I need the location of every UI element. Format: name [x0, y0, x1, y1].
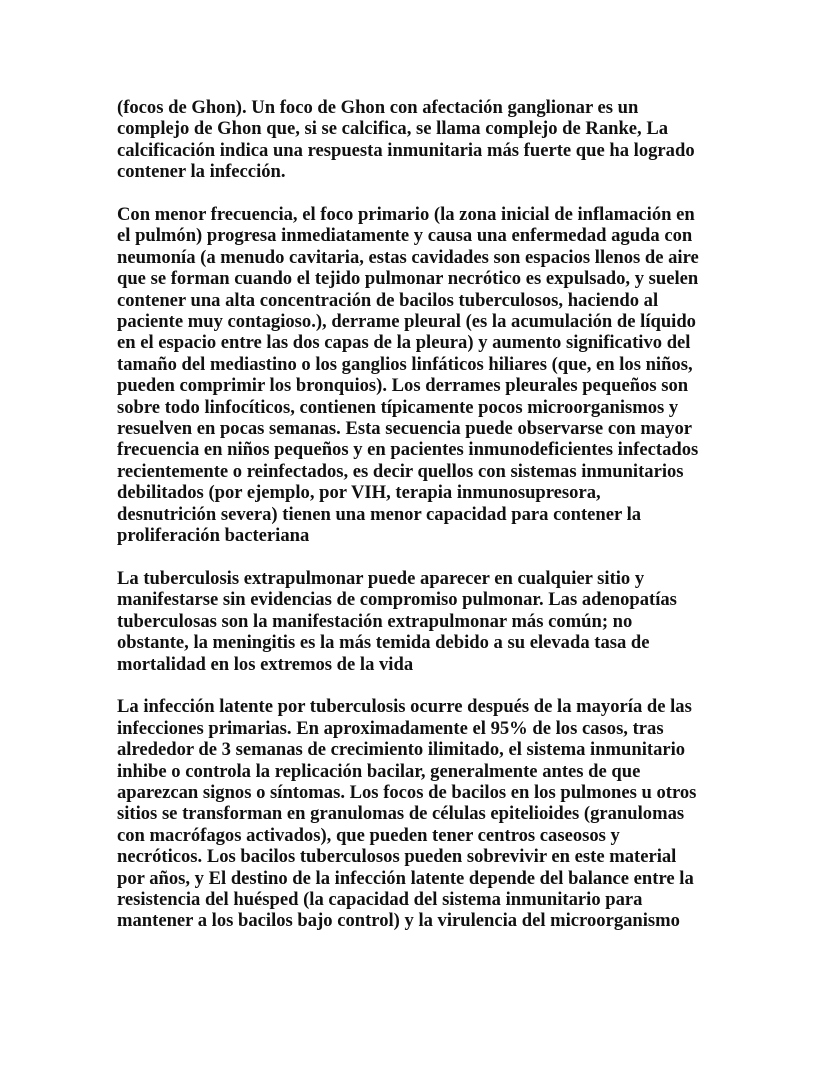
- text-line: La tuberculosis extrapulmonar puede aparecer en cualquier sitio y: [117, 567, 645, 589]
- text-line: La infección latente por tuberculosis ocurre después de la mayoría de las: [117, 696, 692, 718]
- text-line: (focos de Ghon). Un foco de Ghon con afectación ganglionar es un: [117, 97, 639, 118]
- text-line: tuberculosas son la manifestación extrapulmonar más común; no: [117, 610, 633, 632]
- text-line: mantener a los bacilos bajo control) y la virulencia del microorganismo: [117, 910, 680, 932]
- text-line: paciente muy contagioso.), derrame pleural (es la acumulación de líquido: [117, 311, 696, 333]
- text-line: inhibe o controla la replicación bacilar, generalmente antes de que: [117, 760, 641, 782]
- text-line: mortalidad en los extremos de la vida: [117, 653, 414, 675]
- paragraph-ghon-complex: [117, 97, 717, 183]
- document-page: [117, 97, 717, 953]
- text-line: recientemente o reinfectados, es decir quellos con sistemas inmunitarios: [117, 460, 684, 482]
- text-line: neumonía (a menudo cavitaria, estas cavidades son espacios llenos de aire: [117, 246, 699, 268]
- text-line: calcificación indica una respuesta inmunitaria más fuerte que ha logrado: [117, 139, 695, 161]
- text-line: Con menor frecuencia, el foco primario (la zona inicial de inflamación en: [117, 204, 695, 226]
- text-line: sitios se transforman en granulomas de células epitelioides (granulomas: [117, 803, 685, 825]
- text-line: obstante, la meningitis es la más temida debido a su elevada tasa de: [117, 632, 650, 654]
- text-line: necróticos. Los bacilos tuberculosos pueden sobrevivir en este material: [117, 846, 677, 868]
- paragraph-extrapulmonary: [117, 568, 717, 675]
- paragraph-primary-focus: [117, 204, 717, 547]
- text-line: alrededor de 3 semanas de crecimiento ilimitado, el sistema inmunitario: [117, 739, 686, 761]
- text-line: sobre todo linfocíticos, contienen típicamente pocos microorganismos y: [117, 396, 679, 418]
- text-line: debilitados (por ejemplo, por VIH, terapia inmunosupresora,: [117, 482, 601, 504]
- text-line: tamaño del mediastino o los ganglios linfáticos hiliares (que, en los niños,: [117, 353, 693, 375]
- text-line: aparezcan signos o síntomas. Los focos de bacilos en los pulmones u otros: [117, 781, 697, 803]
- text-line: proliferación bacteriana: [117, 525, 310, 547]
- text-line: manifestarse sin evidencias de compromiso pulmonar. Las adenopatías: [117, 589, 677, 611]
- text-line: resuelven en pocas semanas. Esta secuencia puede observarse con mayor: [117, 418, 692, 440]
- text-line: infecciones primarias. En aproximadamente el 95% de los casos, tras: [117, 717, 664, 739]
- text-line: contener una alta concentración de bacilos tuberculosos, haciendo al: [117, 289, 659, 311]
- text-line: resistencia del huésped (la capacidad del sistema inmunitario para: [117, 888, 643, 910]
- text-line: desnutrición severa) tienen una menor capacidad para contener la: [117, 503, 642, 525]
- text-line: el pulmón) progresa inmediatamente y causa una enfermedad aguda con: [117, 225, 693, 247]
- text-line: en el espacio entre las dos capas de la pleura) y aumento significativo del: [117, 332, 691, 354]
- paragraph-latent-infection: [117, 696, 717, 931]
- text-line: por años, y El destino de la infección latente depende del balance entre la: [117, 867, 694, 889]
- text-line: que se forman cuando el tejido pulmonar necrótico es expulsado, y suelen: [117, 268, 699, 290]
- text-line: contener la infección.: [117, 161, 286, 183]
- text-line: con macrófagos activados), que pueden tener centros caseosos y: [117, 824, 620, 846]
- text-line: pueden comprimir los bronquios). Los derrames pleurales pequeños son: [117, 375, 689, 397]
- text-line: frecuencia en niños pequeños y en pacientes inmunodeficientes infectados: [117, 439, 699, 461]
- text-line: complejo de Ghon que, si se calcifica, se llama complejo de Ranke, La: [117, 118, 669, 140]
